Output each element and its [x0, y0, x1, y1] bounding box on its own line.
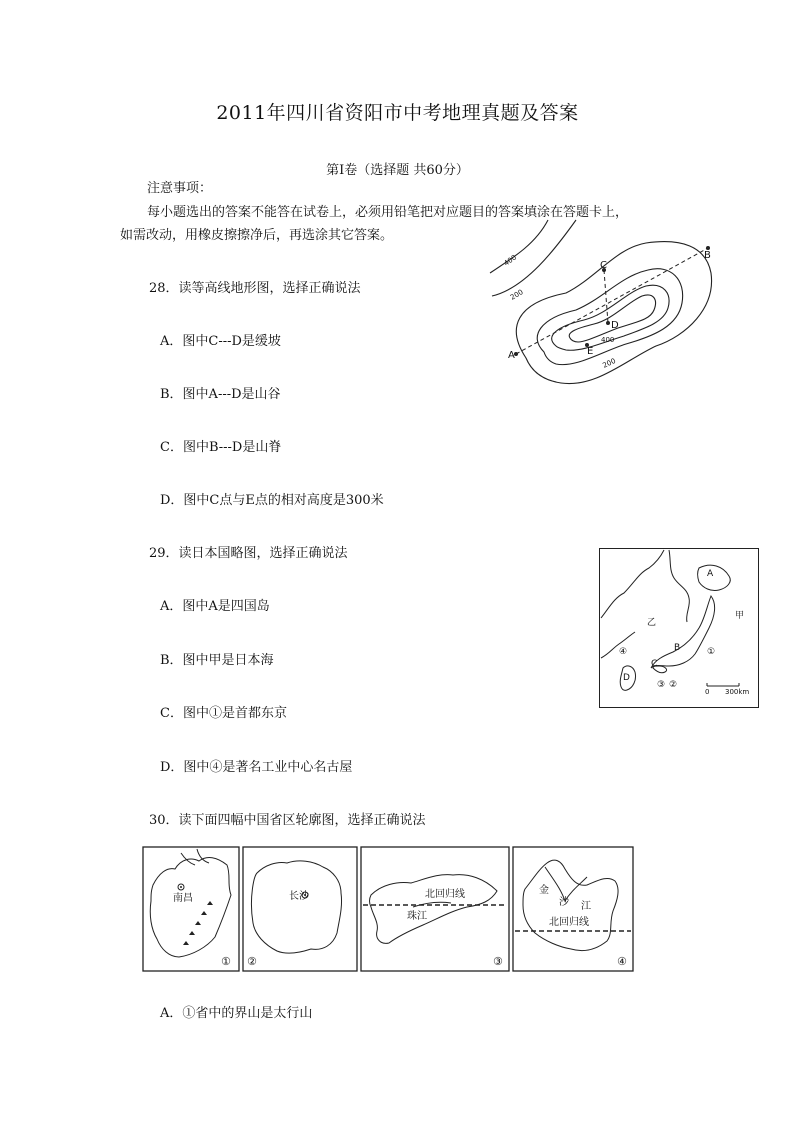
panel-2-city-label: 长沙	[289, 891, 309, 902]
point-d-marker	[606, 321, 610, 325]
point-d-label: D	[611, 320, 619, 331]
contour-line-top	[569, 295, 655, 342]
japan-label-c: C	[651, 659, 658, 669]
point-c-label: C	[600, 260, 607, 271]
japan-label-b: B	[674, 643, 681, 653]
japan-label-d: D	[623, 673, 630, 683]
point-e-label: E	[587, 346, 594, 357]
panel-3-tropic-label: 北回归线	[425, 889, 465, 900]
panel-1-frame	[143, 847, 239, 971]
panel-1-city-label: 南昌	[173, 893, 193, 904]
jinsha-river-icon	[545, 867, 587, 901]
japan-label-3: ③	[657, 680, 666, 690]
panel-4-number: ④	[617, 955, 627, 968]
contour-label-400-lower: 400	[601, 336, 615, 344]
panel-3-river-label: 珠江	[407, 911, 427, 922]
panel-4-frame	[513, 847, 633, 971]
question-29-stem: 29．读日本国略图，选择正确说法	[149, 546, 348, 561]
scale-label-zero: 0	[705, 688, 710, 696]
q29-option-a: A．图中A是四国岛	[160, 599, 270, 614]
panel-4-sha-label: 沙	[559, 897, 569, 908]
jiangxi-outline-icon	[150, 858, 231, 957]
q29-option-c: C．图中①是首都东京	[160, 706, 287, 721]
hunan-outline-icon	[252, 861, 342, 953]
point-a-label: A	[508, 350, 515, 361]
point-b-label: B	[704, 250, 711, 261]
notice-line-2: 如需改动，用橡皮擦擦净后，再选涂其它答案。	[120, 228, 394, 243]
panel-4-jin-label: 金	[539, 885, 549, 896]
panel-4-tropic-label: 北回归线	[549, 917, 589, 928]
japan-label-2: ②	[669, 680, 678, 690]
notice-heading: 注意事项：	[147, 181, 213, 196]
province-outline-figure	[141, 845, 635, 973]
contour-label-200-lower: 200	[601, 356, 617, 370]
q28-option-b: B．图中A---D是山谷	[160, 387, 281, 402]
section-heading: 第Ⅰ卷（选择题 共60分）	[326, 163, 469, 178]
panel-1-lake-icon	[181, 849, 209, 865]
notice-line-1: 每小题选出的答案不能答在试卷上，必须用铅笔把对应题目的答案填涂在答题卡上，	[147, 205, 629, 220]
japan-label-jia: 甲	[735, 611, 745, 621]
japan-label-a: A	[707, 569, 714, 579]
mountain-range-icon	[183, 901, 213, 945]
panel-4-jiang-label: 江	[581, 901, 591, 912]
contour-label-400-upper: 400	[502, 253, 519, 268]
page-title: 2011年四川省资阳市中考地理真题及答案	[216, 102, 579, 124]
contour-map-figure	[486, 218, 721, 390]
q30-option-a: A．①省中的界山是太行山	[160, 1006, 313, 1021]
q28-option-c: C．图中B---D是山脊	[160, 440, 282, 455]
panel-3-frame	[361, 847, 509, 971]
q28-option-a: A．图中C---D是缓坡	[160, 334, 281, 349]
japan-map-figure	[599, 548, 759, 708]
japan-label-4: ④	[619, 647, 628, 657]
guangdong-outline-icon	[370, 875, 498, 944]
question-28-stem: 28．读等高线地形图，选择正确说法	[149, 281, 361, 296]
scale-label-distance: 300km	[725, 688, 750, 696]
q29-option-d: D．图中④是著名工业中心名古屋	[160, 760, 353, 775]
q29-option-b: B．图中甲是日本海	[160, 653, 274, 668]
panel-1-number: ①	[221, 955, 231, 968]
question-30-stem: 30．读下面四幅中国省区轮廓图，选择正确说法	[149, 813, 426, 828]
contour-line-200-upper	[492, 220, 576, 296]
q28-option-d: D．图中C点与E点的相对高度是300米	[160, 493, 384, 508]
contour-label-200-upper: 200	[509, 288, 525, 302]
yunnan-outline-icon	[523, 860, 618, 950]
profile-line-c-d	[604, 270, 608, 323]
panel-3-number: ③	[493, 955, 503, 968]
panel-2-number: ②	[247, 955, 257, 968]
japan-label-1: ①	[707, 647, 716, 657]
map-frame	[600, 549, 759, 708]
japan-label-yi: 乙	[647, 618, 657, 628]
